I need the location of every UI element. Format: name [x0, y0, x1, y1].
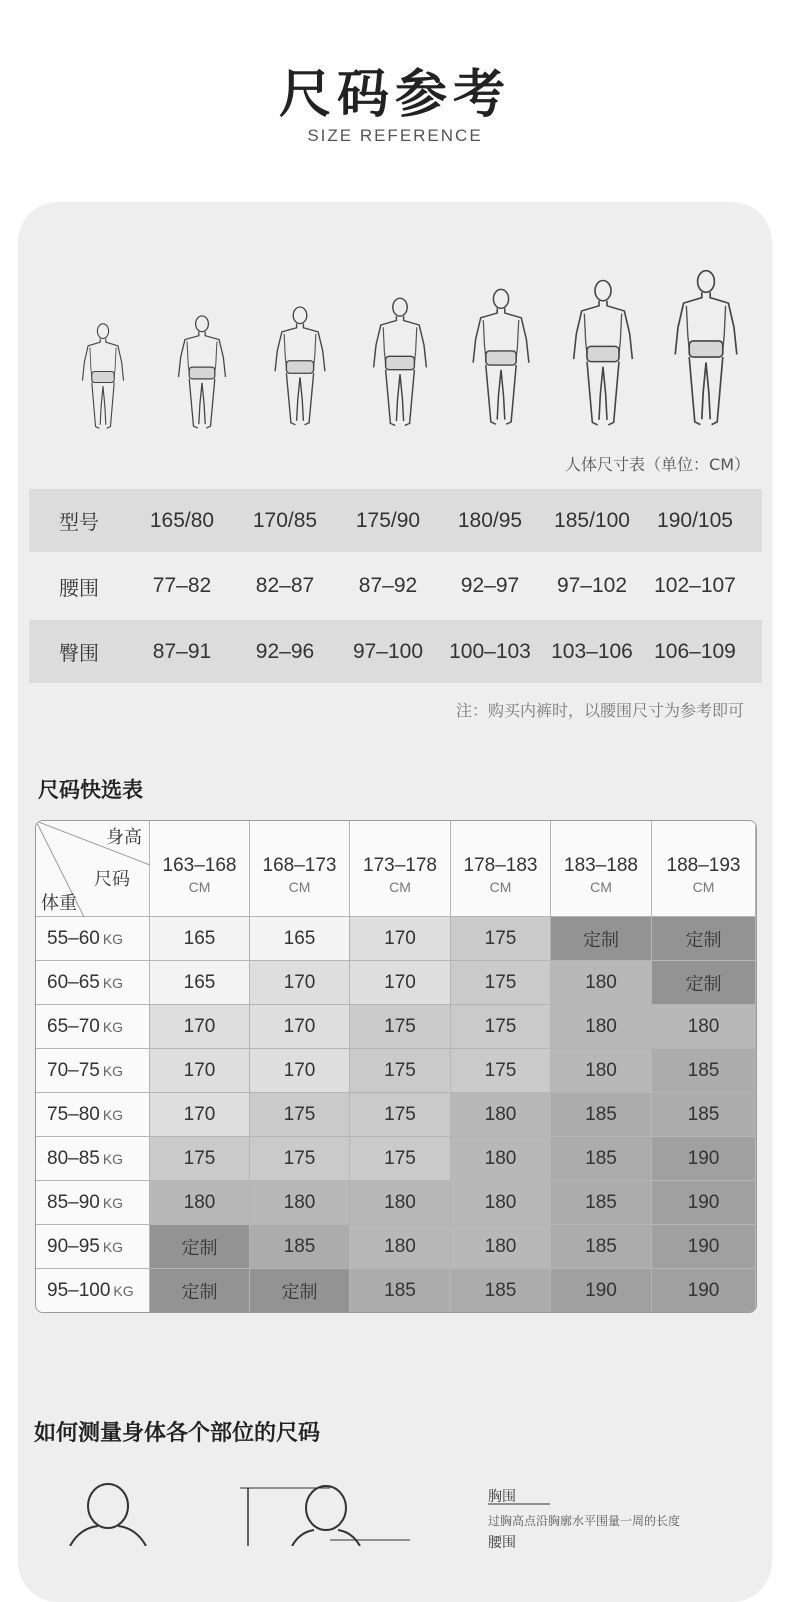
weight-range-cell [36, 1005, 150, 1049]
height-range-value: 163–168 [162, 854, 237, 876]
size-table-cell: 106–109 [654, 639, 736, 663]
size-recommendation-cell: 定制 [150, 1225, 250, 1269]
size-recommendation-cell: 180 [652, 1005, 756, 1049]
quick-select-table [35, 820, 757, 1313]
size-recommendation-cell: 170 [250, 961, 350, 1005]
body-chart-note: 人体尺寸表（单位：CM） [565, 455, 750, 474]
size-recommendation-cell: 165 [250, 917, 350, 961]
size-recommendation-cell: 170 [150, 1049, 250, 1093]
height-unit-label: CM [692, 878, 715, 895]
size-footnote: 注：购买内裤时，以腰围尺寸为参考即可 [455, 701, 744, 720]
size-recommendation-cell: 170 [350, 961, 451, 1005]
size-recommendation-cell: 170 [250, 1005, 350, 1049]
size-recommendation-cell: 180 [451, 1225, 551, 1269]
size-table-cell: 102–107 [654, 574, 736, 597]
size-table-row [29, 489, 762, 552]
size-recommendation-cell: 185 [551, 1137, 652, 1181]
weight-range-cell [36, 917, 150, 961]
weight-unit-label: KG [102, 1106, 124, 1123]
weight-unit-label: KG [102, 1194, 124, 1211]
size-recommendation-cell: 190 [551, 1269, 652, 1313]
size-table-cell: 100–103 [449, 639, 531, 663]
size-table-cell: 97–100 [352, 639, 424, 663]
height-range-header [652, 821, 756, 917]
size-recommendation-cell: 185 [652, 1049, 756, 1093]
size-recommendation-cell: 185 [551, 1181, 652, 1225]
measure-illustrations [0, 1470, 790, 1551]
height-range-value: 168–173 [262, 854, 337, 876]
size-recommendation-cell: 180 [551, 1005, 652, 1049]
waist-label: 腰围 [488, 1535, 516, 1551]
size-table-cell: 190/105 [657, 508, 733, 532]
corner-weight-label: 体重 [41, 893, 77, 914]
weight-unit-label: KG [113, 1282, 134, 1299]
size-table-cell: 87–91 [152, 639, 212, 663]
size-recommendation-cell: 185 [652, 1093, 756, 1137]
quick-select-title: 尺码快选表 [38, 778, 143, 802]
height-range-header [150, 821, 250, 917]
height-unit-label: CM [188, 878, 211, 895]
weight-range-cell [36, 1093, 150, 1137]
height-unit-label: CM [288, 878, 311, 895]
weight-unit-label: KG [102, 974, 124, 991]
weight-range-value: 75–80 [47, 1103, 100, 1125]
weight-range-value: 55–60 [47, 927, 100, 949]
size-table-cell: 92–96 [255, 639, 315, 663]
height-range-value: 183–188 [564, 854, 638, 876]
measure-figure-icons [0, 1470, 790, 1546]
weight-unit-label: KG [102, 1150, 124, 1167]
page-subtitle: SIZE REFERENCE [307, 126, 483, 145]
weight-range-value: 80–85 [47, 1147, 100, 1169]
height-range-value: 178–183 [463, 854, 538, 876]
body-figures [0, 0, 790, 440]
measure-section-title: 如何测量身体各个部位的尺码 [34, 1421, 321, 1446]
size-table-cell: 170/85 [252, 508, 318, 532]
size-table-row-label: 腰围 [59, 575, 99, 600]
size-recommendation-cell: 185 [451, 1269, 551, 1313]
size-recommendation-cell: 180 [150, 1181, 250, 1225]
size-recommendation-cell: 175 [250, 1137, 350, 1181]
size-recommendation-cell: 190 [652, 1181, 756, 1225]
size-recommendation-cell: 175 [350, 1005, 451, 1049]
weight-range-cell [36, 1225, 150, 1269]
body-figure-icon [170, 314, 234, 432]
chest-description: 过胸高点沿胸廓水平围量一周的长度 [488, 1514, 681, 1528]
size-table-cell: 165/80 [149, 508, 215, 532]
size-table-row [29, 552, 762, 620]
height-range-header [350, 821, 451, 917]
body-figure-icon [664, 268, 748, 430]
body-figure-icon [364, 296, 436, 430]
size-recommendation-cell: 180 [451, 1181, 551, 1225]
size-table-cell: 97–102 [556, 574, 628, 597]
weight-range-value: 95–100 [47, 1279, 111, 1301]
body-figure-icon [563, 278, 643, 430]
weight-range-value: 60–65 [47, 971, 100, 993]
size-recommendation-cell: 190 [652, 1137, 756, 1181]
size-recommendation-cell: 175 [350, 1049, 451, 1093]
chest-label: 胸围 [488, 1489, 516, 1505]
body-figure-icon [463, 287, 539, 429]
weight-unit-label: KG [102, 1062, 124, 1079]
size-recommendation-cell: 170 [350, 917, 451, 961]
weight-range-value: 90–95 [47, 1235, 100, 1257]
size-recommendation-cell: 定制 [652, 961, 756, 1005]
size-table-cell: 82–87 [255, 574, 315, 597]
page-title: 尺码参考 [278, 65, 511, 125]
weight-unit-label: KG [102, 1018, 124, 1035]
size-recommendation-cell: 185 [250, 1225, 350, 1269]
size-recommendation-cell: 190 [652, 1269, 756, 1313]
height-unit-label: CM [389, 878, 411, 895]
size-recommendation-cell: 定制 [551, 917, 652, 961]
height-unit-label: CM [489, 878, 512, 895]
size-table-cell: 92–97 [460, 574, 520, 597]
body-figure-icon [75, 322, 131, 432]
size-table-row-label: 臀围 [59, 641, 99, 665]
size-table-cell: 87–92 [358, 574, 418, 597]
size-recommendation-cell: 180 [350, 1225, 451, 1269]
size-recommendation-cell: 175 [150, 1137, 250, 1181]
height-range-value: 173–178 [363, 854, 437, 876]
height-range-value: 188–193 [666, 854, 741, 876]
size-recommendation-cell: 165 [150, 961, 250, 1005]
size-recommendation-cell: 定制 [250, 1269, 350, 1313]
weight-range-cell [36, 1269, 150, 1313]
size-recommendation-cell: 185 [551, 1093, 652, 1137]
weight-unit-label: KG [102, 1238, 124, 1255]
weight-range-value: 85–90 [47, 1191, 100, 1213]
height-range-header [250, 821, 350, 917]
size-recommendation-cell: 175 [350, 1093, 451, 1137]
size-table-cell: 77–82 [152, 574, 212, 597]
size-recommendation-cell: 185 [350, 1269, 451, 1313]
size-recommendation-cell: 180 [551, 1049, 652, 1093]
weight-unit-label: KG [102, 930, 124, 947]
size-recommendation-cell: 185 [551, 1225, 652, 1269]
corner-size-label: 尺码 [94, 869, 130, 890]
size-table-cell: 180/95 [457, 508, 523, 532]
weight-range-cell [36, 1181, 150, 1225]
size-recommendation-cell: 175 [451, 961, 551, 1005]
size-table-cell: 185/100 [554, 508, 630, 532]
size-recommendation-cell: 175 [451, 1005, 551, 1049]
size-recommendation-cell: 175 [451, 1049, 551, 1093]
size-recommendation-cell: 180 [350, 1181, 451, 1225]
size-table-row-label: 型号 [59, 510, 99, 534]
weight-range-cell [36, 1049, 150, 1093]
height-range-header [551, 821, 652, 917]
size-recommendation-cell: 定制 [652, 917, 756, 961]
weight-range-cell [36, 1137, 150, 1181]
size-recommendation-cell: 175 [350, 1137, 451, 1181]
size-recommendation-cell: 175 [451, 917, 551, 961]
weight-range-value: 70–75 [47, 1059, 100, 1081]
size-recommendation-cell: 180 [451, 1137, 551, 1181]
size-table-cell: 175/90 [355, 508, 421, 532]
size-recommendation-cell: 175 [250, 1093, 350, 1137]
size-recommendation-cell: 180 [551, 961, 652, 1005]
size-recommendation-cell: 170 [150, 1005, 250, 1049]
size-recommendation-cell: 180 [250, 1181, 350, 1225]
size-recommendation-cell: 180 [451, 1093, 551, 1137]
corner-height-label: 身高 [106, 827, 142, 848]
body-figure-icon [266, 305, 334, 429]
size-recommendation-cell: 定制 [150, 1269, 250, 1313]
size-recommendation-cell: 170 [150, 1093, 250, 1137]
table-corner-header [36, 821, 150, 917]
size-recommendation-cell: 165 [150, 917, 250, 961]
size-recommendation-cell: 170 [250, 1049, 350, 1093]
size-recommendation-cell: 190 [652, 1225, 756, 1269]
height-range-header [451, 821, 551, 917]
size-table-row [29, 620, 762, 683]
weight-range-value: 65–70 [47, 1015, 100, 1037]
weight-range-cell [36, 961, 150, 1005]
height-unit-label: CM [590, 878, 612, 895]
size-table-cell: 103–106 [551, 639, 633, 663]
